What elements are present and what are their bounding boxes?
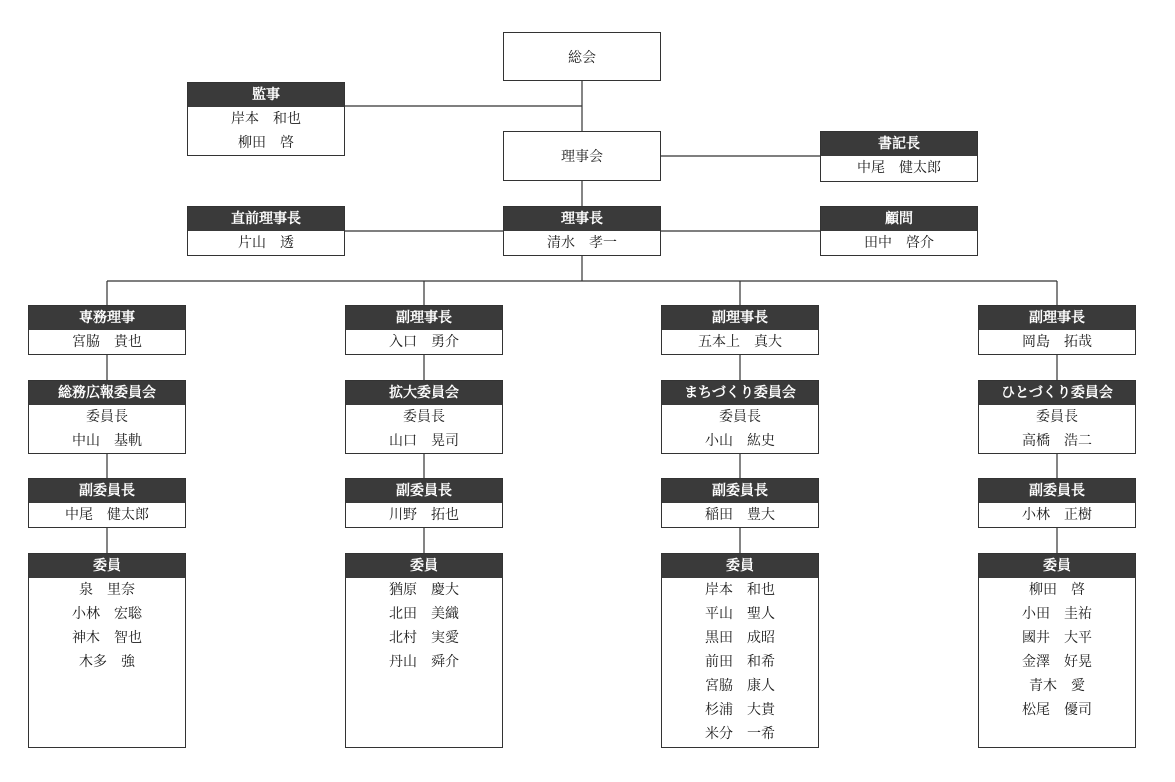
secretary-general-box: [820, 131, 978, 182]
past-president-member: 片山 透: [238, 235, 294, 251]
advisor-member: 田中 啓介: [864, 235, 934, 251]
column-2-vice-chair-member: 川野 拓也: [389, 507, 459, 523]
column-2-committee-role: 委員長: [403, 409, 445, 425]
general-assembly-box: [503, 32, 661, 81]
auditor-member: 岸本 和也: [231, 111, 301, 127]
column-4-committee-chair: 高橋 浩二: [1022, 433, 1092, 449]
past-president-title: 直前理事長: [188, 207, 344, 231]
column-1-committee-chair: 中山 基軌: [72, 433, 142, 449]
member-name: 猶原 慶大: [389, 582, 459, 598]
column-4-vice-chair-member: 小林 正樹: [1022, 507, 1092, 523]
column-1-committee-role: 委員長: [86, 409, 128, 425]
column-2-vice-chair-box: [345, 478, 503, 528]
column-1-committee-title: 総務広報委員会: [29, 381, 185, 405]
column-3-members-box: [661, 553, 819, 748]
member-name: 北田 美織: [389, 606, 459, 622]
column-1-vice-chair-title: 副委員長: [29, 479, 185, 503]
column-1-committee-box: [28, 380, 186, 454]
member-name: 杉浦 大貴: [705, 702, 775, 718]
column-3-committee-box: [661, 380, 819, 454]
column-4-members-title: 委員: [979, 554, 1135, 578]
member-name: 小林 宏聡: [72, 606, 142, 622]
column-3-lead-box: [661, 305, 819, 355]
member-name: 宮脇 康人: [705, 678, 775, 694]
column-2-committee-title: 拡大委員会: [346, 381, 502, 405]
column-3-vice-chair-title: 副委員長: [662, 479, 818, 503]
column-2-lead-member: 入口 勇介: [389, 334, 459, 350]
column-4-members-box: [978, 553, 1136, 748]
column-3-committee-chair: 小山 紘史: [705, 433, 775, 449]
column-4-committee-box: [978, 380, 1136, 454]
column-4-lead-member: 岡島 拓哉: [1022, 334, 1092, 350]
member-name: 國井 大平: [1022, 630, 1092, 646]
column-2-vice-chair-title: 副委員長: [346, 479, 502, 503]
column-2-members-title: 委員: [346, 554, 502, 578]
column-3-vice-chair-box: [661, 478, 819, 528]
advisor-box: [820, 206, 978, 256]
member-name: 青木 愛: [1029, 678, 1085, 694]
column-3-committee-role: 委員長: [719, 409, 761, 425]
member-name: 前田 和希: [705, 654, 775, 670]
column-2-lead-title: 副理事長: [346, 306, 502, 330]
member-name: 黒田 成昭: [705, 630, 775, 646]
column-1-lead-box: [28, 305, 186, 355]
member-name: 木多 強: [79, 654, 135, 670]
column-4-vice-chair-title: 副委員長: [979, 479, 1135, 503]
column-3-members-title: 委員: [662, 554, 818, 578]
column-3-lead-title: 副理事長: [662, 306, 818, 330]
column-4-lead-title: 副理事長: [979, 306, 1135, 330]
column-2-lead-box: [345, 305, 503, 355]
column-1-members-box: [28, 553, 186, 748]
column-2-members-box: [345, 553, 503, 748]
column-4-lead-box: [978, 305, 1136, 355]
auditor-member: 柳田 啓: [238, 135, 294, 151]
member-name: 北村 実愛: [389, 630, 459, 646]
column-1-vice-chair-box: [28, 478, 186, 528]
member-name: 神木 智也: [72, 630, 142, 646]
president-member: 清水 孝一: [547, 235, 617, 251]
column-3-vice-chair-member: 稲田 豊大: [705, 507, 775, 523]
member-name: 金澤 好晃: [1022, 654, 1092, 670]
member-name: 丹山 舜介: [389, 654, 459, 670]
auditor-title: 監事: [188, 83, 344, 107]
member-name: 岸本 和也: [705, 582, 775, 598]
member-name: 泉 里奈: [79, 582, 135, 598]
column-2-committee-chair: 山口 晃司: [389, 433, 459, 449]
column-1-lead-title: 専務理事: [29, 306, 185, 330]
column-1-vice-chair-member: 中尾 健太郎: [65, 507, 149, 523]
column-4-vice-chair-box: [978, 478, 1136, 528]
secretary-general-member: 中尾 健太郎: [857, 160, 941, 176]
column-4-committee-title: ひとづくり委員会: [979, 381, 1135, 405]
member-name: 小田 圭祐: [1022, 606, 1092, 622]
auditor-box: [187, 82, 345, 156]
president-title: 理事長: [504, 207, 660, 231]
past-president-box: [187, 206, 345, 256]
general-assembly-label: 総会: [568, 49, 596, 66]
board-box: [503, 131, 661, 181]
president-box: [503, 206, 661, 256]
secretary-general-title: 書記長: [821, 132, 977, 156]
column-2-committee-box: [345, 380, 503, 454]
column-4-committee-role: 委員長: [1036, 409, 1078, 425]
member-name: 柳田 啓: [1029, 582, 1085, 598]
column-1-lead-member: 宮脇 貴也: [72, 334, 142, 350]
column-3-committee-title: まちづくり委員会: [662, 381, 818, 405]
member-name: 米分 一希: [705, 726, 775, 742]
column-1-members-title: 委員: [29, 554, 185, 578]
column-3-lead-member: 五本上 真大: [698, 334, 782, 350]
member-name: 平山 聖人: [705, 606, 775, 622]
advisor-title: 顧問: [821, 207, 977, 231]
member-name: 松尾 優司: [1022, 702, 1092, 718]
board-label: 理事会: [561, 149, 603, 165]
